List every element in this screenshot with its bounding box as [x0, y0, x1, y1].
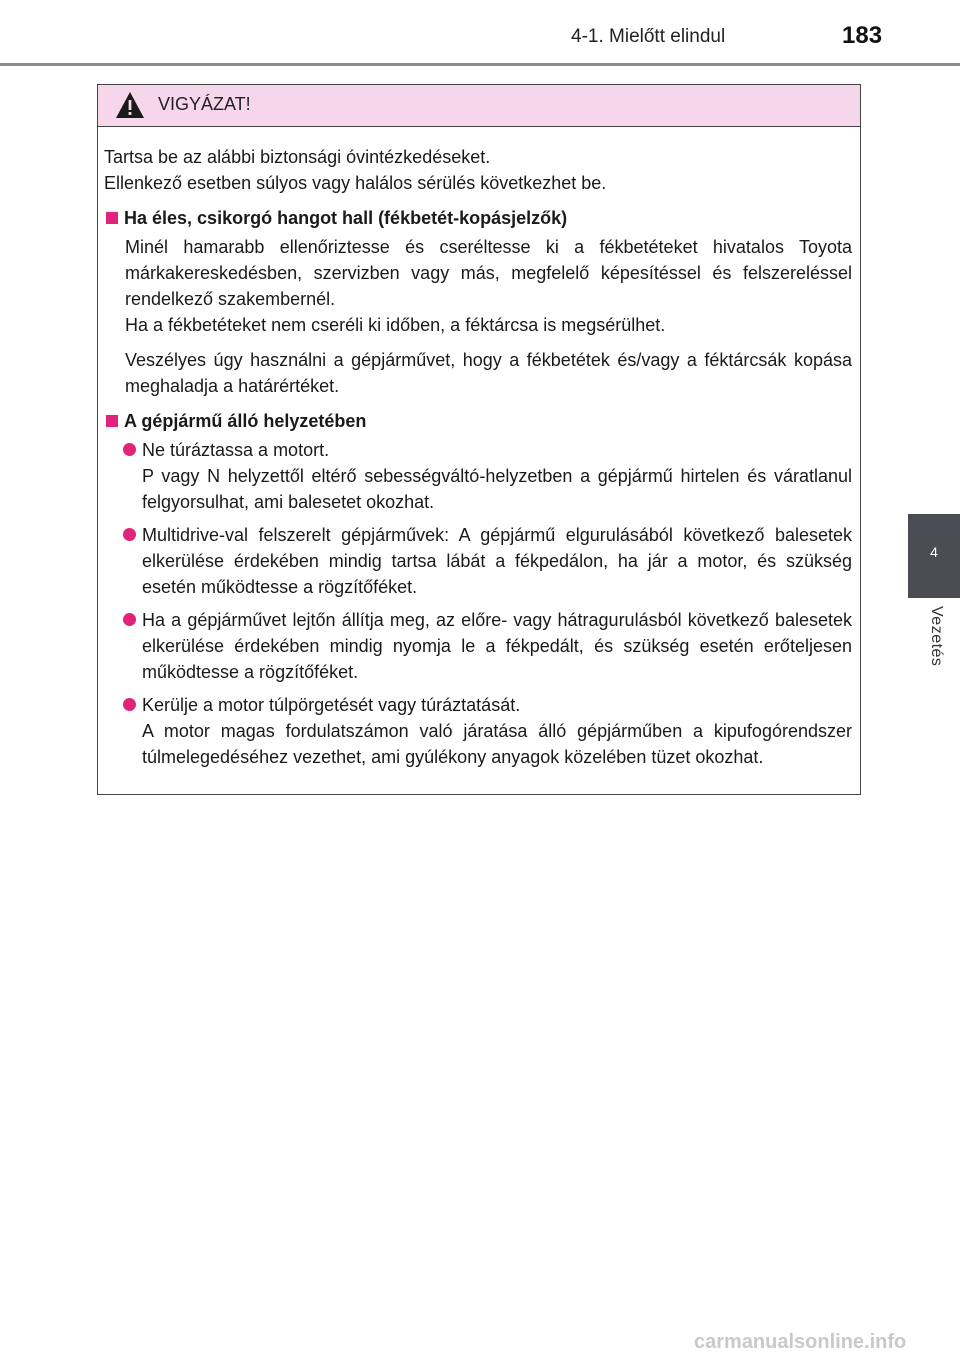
caution-intro — [104, 144, 852, 196]
bullet-text: A motor magas fordulatszámon való járatása álló gépjárműben a kipufogórendszer túlmelegedéséhez vezethet, ami gyúlékony anyagok közelében tüzet okozhat. — [142, 721, 852, 767]
intro-line-1: Tartsa be az alábbi biztonsági óvintézkedéseket. — [104, 147, 491, 167]
chapter-label: Vezetés — [928, 606, 945, 667]
paragraph: Veszélyes úgy használni a gépjárművet, hogy a fékbetétek és/vagy a féktárcsák kopása meghaladja a határértéket. — [125, 350, 852, 396]
paragraph: Ha a fékbetéteket nem cseréli ki időben, a féktárcsa is megsérülhet. — [125, 315, 666, 335]
section-brake-wear — [104, 205, 852, 399]
bullet-text: Ne túráztassa a motort. — [142, 440, 330, 460]
header-section-title: 4-1. Mielőtt elindul — [571, 26, 726, 47]
page-number: 183 — [842, 22, 883, 49]
circle-bullet-icon — [123, 528, 136, 541]
circle-bullet-icon — [123, 613, 136, 626]
square-bullet-icon — [106, 212, 118, 224]
list-item — [104, 437, 852, 515]
caution-content — [98, 127, 860, 770]
bullet-text: Ha a gépjárművet lejtőn állítja meg, az előre- vagy hátragurulásból következő balesetek elkerülése érdekében mindig nyomja le a fékpedált, és szükség esetén erőteljesen működtesse a rögzítőféket. — [142, 610, 852, 682]
warning-triangle-icon — [115, 91, 145, 119]
square-bullet-icon — [106, 415, 118, 427]
section-heading — [104, 205, 852, 231]
list-item — [104, 522, 852, 600]
caution-title: VIGYÁZAT! — [158, 94, 251, 114]
list-item — [104, 692, 852, 770]
section-heading — [104, 408, 852, 434]
caution-header — [98, 85, 860, 127]
section-stationary — [104, 408, 852, 770]
section-body — [104, 234, 852, 399]
watermark: carmanualsonline.info — [694, 1331, 907, 1353]
paragraph: Minél hamarabb ellenőriztesse és cseréltesse ki a fékbetéteket hivatalos Toyota márkakereskedésben, szervizben vagy más, megfelelő képesítéssel és felszereléssel rendelkező szakembernél. — [125, 237, 852, 309]
caution-box — [97, 84, 861, 795]
circle-bullet-icon — [123, 698, 136, 711]
chapter-tab[interactable] — [908, 514, 960, 598]
section-heading-text: Ha éles, csikorgó hangot hall (fékbetét-kopásjelzők) — [124, 208, 568, 228]
section-heading-text: A gépjármű álló helyzetében — [124, 411, 367, 431]
intro-line-2: Ellenkező esetben súlyos vagy halálos sérülés következhet be. — [104, 173, 607, 193]
bullet-text: P vagy N helyzettől eltérő sebességváltó-helyzetben a gépjármű hirtelen és váratlanul felgyorsulhat, ami balesetet okozhat. — [142, 466, 852, 512]
bullet-text: Multidrive-val felszerelt gépjárművek: A gépjármű elgurulásából következő balesetek elkerülése érdekében mindig tartsa lábát a fékpedálon, ha jár a motor, és szükség esetén működtesse a rögzítőféket. — [142, 525, 852, 597]
list-item — [104, 607, 852, 685]
header-rule — [0, 63, 960, 66]
chapter-number: 4 — [930, 544, 938, 560]
bullet-text: Kerülje a motor túlpörgetését vagy túráztatását. — [142, 695, 521, 715]
circle-bullet-icon — [123, 443, 136, 456]
